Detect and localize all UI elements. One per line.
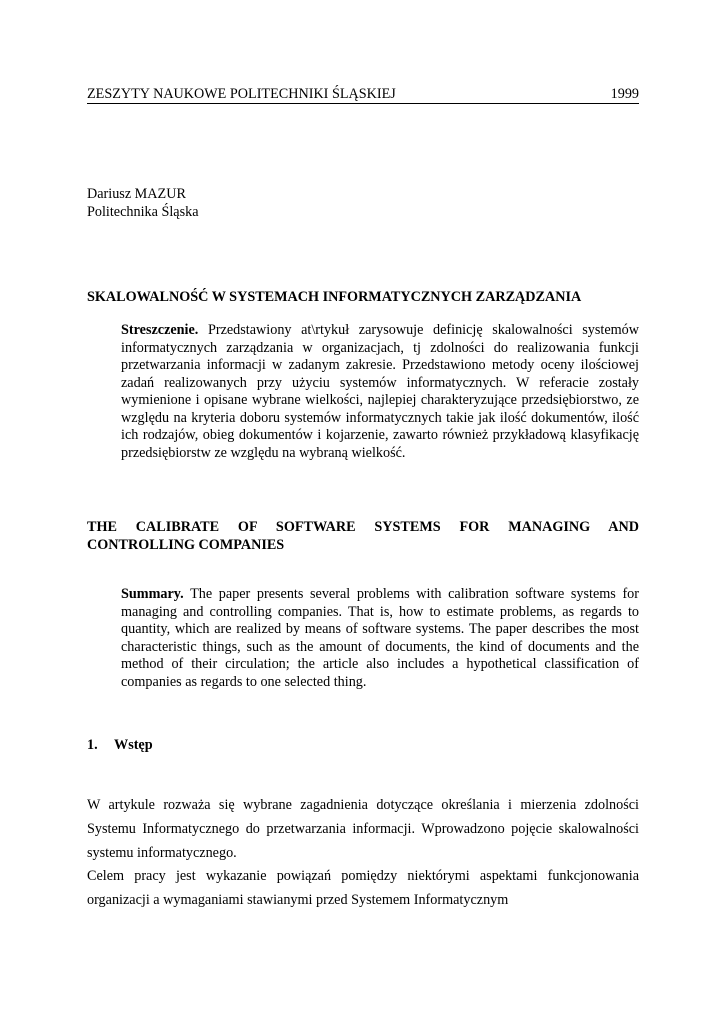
body-line: Celem pracy jest wykazanie powiązań pomiędzy niektórymi aspektami funkcjonowania [87,868,639,885]
abstract-line: companies as regards to one selected thing. [121,673,367,690]
body-line: Systemu Informatycznego do przetwarzania informacji. Wprowadzono pojęcie skalowalności [87,820,639,837]
abstract-line: wymienione i opisane wybrane wielkości, najlepiej charakteryzujące przedsiębiorstwo, ze [121,392,639,408]
author-affiliation: Politechnika Śląska [87,203,199,220]
abstract-line: względu na kryteria doboru systemów informatycznych takie jak ilość dokumentów, ilość [121,409,639,426]
abstract-line: zadań realizowanych przy użyciu systemów informatycznych. W referacie zostały [121,374,639,391]
abstract-line: informatycznych zarządzania w organizacjach, tj zdolności do realizowania funkcji [121,339,639,356]
author-block [87,186,199,221]
abstract-line: przedsiębiorstw ze względu na wybraną wielkość. [121,444,406,461]
abstract-line: managing and controlling companies. That is, how to estimate problems, as regards to [121,603,639,620]
abstract-label: Streszczenie. [121,322,199,338]
summary-label: Summary. [121,586,184,602]
title-line: CONTROLLING COMPANIES [87,537,285,553]
abstract-english [121,586,639,691]
running-header [87,85,639,104]
abstract-line: przetwarzania informacji w zadanym zakresie. Przedstawiono metody oceny ilościowej [121,357,639,373]
title-line: THE CALIBRATE OF SOFTWARE SYSTEMS FOR MANAGING AND [87,519,639,535]
abstract-polish [121,322,639,462]
journal-year: 1999 [610,86,639,102]
section-title: Wstęp [114,737,153,753]
journal-title: ZESZYTY NAUKOWE POLITECHNIKI ŚLĄSKIEJ [87,86,396,102]
body-line: W artykule rozważa się wybrane zagadnienia dotyczące określania i mierzenia zdolności [87,797,639,813]
section-number: 1. [87,737,98,753]
abstract-line: Summary. The paper presents several problems with calibration software systems for [121,586,639,602]
body-paragraph [87,794,639,913]
abstract-line: characteristic things, such as the amount of documents, the kind of documents and the [121,638,639,655]
abstract-line: method of their circulation; the article also includes a hypothetical classification of [121,656,639,672]
section-heading [87,736,153,754]
abstract-line: Streszczenie. Przedstawiony at\rtykuł zarysowuje definicję skalowalności systemów [121,322,640,338]
paper-title-english [87,518,639,554]
body-line: organizacji a wymaganiami stawianymi przed Systemem Informatycznym [87,892,509,909]
body-line: systemu informatycznego. [87,844,237,861]
author-name: Dariusz MAZUR [87,186,186,202]
paper-title-polish: SKALOWALNOŚĆ W SYSTEMACH INFORMATYCZNYCH ZARZĄDZANIA [87,289,582,305]
abstract-line: ich rodzajów, obieg dokumentów i kojarzenie, zawarto również przykładową klasyfikację [121,427,639,443]
abstract-line: quantity, which are realized by means of software systems. The paper describes the most [121,621,639,637]
